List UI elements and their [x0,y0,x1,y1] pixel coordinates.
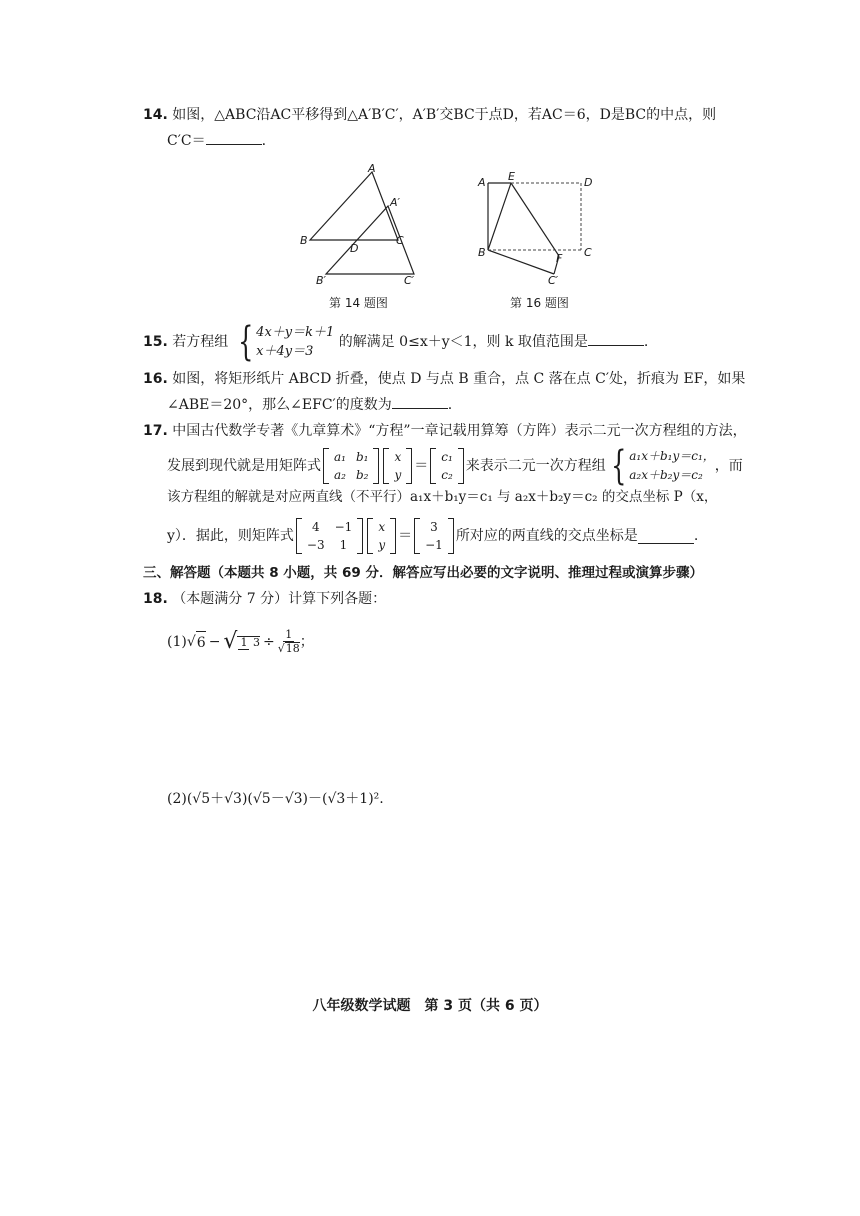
question-18-part2 [167,788,384,810]
matrix-cell: b₂ [355,468,369,482]
fig16-label-A: A [478,176,486,189]
question-text: 来表示二元一次方程组 [465,458,606,474]
left-brace: { [237,319,254,365]
question-number: 14. [143,107,168,123]
fig16-label-B: B [478,246,486,259]
question-15 [143,319,649,365]
matrix-cell: y [394,468,402,482]
matrix-cell: a₂ [334,468,346,482]
matrix-cell: −3 [306,538,325,552]
equation-system [606,443,715,489]
fig14-label-D: D [350,242,359,255]
variable-vector [367,518,396,554]
fig14-label-C: C [396,234,404,247]
matrix-cell: c₁ [441,450,453,464]
answer-blank[interactable] [392,394,448,409]
fig16-label-C: C [584,246,592,259]
matrix-cell: x [394,450,402,464]
period: . [447,397,453,413]
period: . [261,133,267,149]
equals-sign: ＝ [398,528,413,544]
question-text: 发展到现代就是用矩阵式 [167,458,321,474]
denominator: 3 [252,635,260,649]
fig14-caption: 第 14 题图 [329,296,388,310]
fig16-label-F: F [556,252,563,265]
period: . [693,528,699,544]
question-text: ∠ABE＝20°，那么∠EFC′的度数为 [167,397,392,413]
fig14-label-A: A [368,162,376,175]
constant-vector [430,448,464,484]
question-number: 15. [143,334,168,350]
question-18 [143,588,386,610]
question-text: 该方程组的解就是对应两直线（不平行）a₁x＋b₁y＝c₁ 与 a₂x＋b₂y＝c₂ 的交点坐标 P（x， [167,489,718,505]
denominator: 18 [285,642,300,655]
equation-2: a₂x＋b₂y＝c₂ [629,468,703,482]
matrix-cell: 4 [311,520,320,534]
part-label: (1) [167,634,187,650]
fig14-label-B-prime: B′ [316,274,327,287]
question-text: 中国古代数学专著《九章算术》“方程”一章记载用算筹（方阵）表示二元一次方程组的方法， [172,423,747,439]
page-footer: 八年级数学试题 第 3 页（共 6 页） [312,998,548,1014]
equation-1: a₁x＋b₁y＝c₁， [629,449,715,463]
variable-vector [383,448,412,484]
fig14-label-B: B [300,234,308,247]
question-16-line2 [167,394,452,416]
matrix-cell: 1 [339,538,348,552]
question-17-line4 [167,514,698,558]
matrix-cell: b₁ [355,450,369,464]
question-17-line2 [167,444,743,488]
sqrt-term: 6 [196,631,206,654]
question-text: y）．据此，则矩阵式 [167,528,294,544]
matrix-cell: 3 [430,520,438,534]
equation-1: 4x＋y＝k＋1 [256,325,335,340]
answer-blank[interactable] [588,331,644,346]
question-16 [143,368,745,390]
matrix-cell: −1 [425,538,443,552]
question-text: 如图，将矩形纸片 ABCD 折叠，使点 D 与点 B 重合，点 C 落在点 C′处，折痕为 EF，如果 [172,371,746,387]
equals-sign: ＝ [414,458,429,474]
question-number: 16. [143,371,168,387]
numeric-vector [414,518,454,554]
question-17-line3 [167,486,717,508]
crease-ef [511,183,559,256]
matrix-cell: y [378,538,386,552]
fraction: $\frac{1}{√18}$ [277,628,300,655]
question-text: 如图，△ABC沿AC平移得到△A′B′C′，A′B′交BC于点D，若AC＝6，D是BC的中点，则 [172,107,717,123]
question-text: （本题满分 7 分）计算下列各题： [172,591,387,607]
side-bc-prime [488,250,554,274]
fig14-label-C-prime: C′ [404,274,415,287]
question-number: 17. [143,423,168,439]
question-text: ，而 [714,458,743,474]
answer-blank[interactable] [638,529,694,544]
fig14-label-A-prime: A′ [390,196,401,209]
equation-system [233,319,335,365]
left-brace: { [610,443,627,489]
fig16-caption: 第 16 题图 [510,296,569,310]
part-text: (2)(√5＋√3)(√5－√3)－(√3＋1)². [167,791,384,807]
matrix-cell: x [378,520,386,534]
fig16-label-D: D [584,176,593,189]
question-18-part1: (1) √ 6 − √ 1 3 ÷ $\frac{1}{√18}$ ； [167,628,314,655]
equation-2: x＋4y＝3 [256,344,314,359]
matrix-cell: a₁ [334,450,346,464]
question-text: 若方程组 [172,334,229,350]
question-text: 所对应的两直线的交点坐标是 [455,528,638,544]
triangle-abc [310,172,401,240]
section-title: 三、解答题（本题共 8 小题，共 69 分．解答应写出必要的文字说明、推理过程或演算步骤） [143,565,703,581]
numeric-matrix [296,518,363,554]
answer-blank[interactable] [206,130,262,145]
question-14 [143,104,716,126]
question-text: C′C＝ [167,133,206,149]
question-14-line2 [167,130,266,152]
question-number: 18. [143,591,168,607]
fraction [237,636,260,649]
numerator: 1 [285,628,293,641]
question-text: 的解满足 0≤x＋y＜1，则 k 取值范围是 [338,334,588,350]
question-17 [143,420,747,442]
figure-14 [290,160,440,285]
fig16-label-E: E [508,170,515,183]
coefficient-matrix [323,448,379,484]
period: . [643,334,649,350]
matrix-cell: c₂ [441,468,453,482]
line-eb [488,183,511,250]
matrix-cell: −1 [334,520,353,534]
fig16-label-C-prime: C′ [548,274,559,287]
section-heading [143,562,703,584]
figure-16 [480,170,600,280]
numerator: 1 [240,635,248,649]
